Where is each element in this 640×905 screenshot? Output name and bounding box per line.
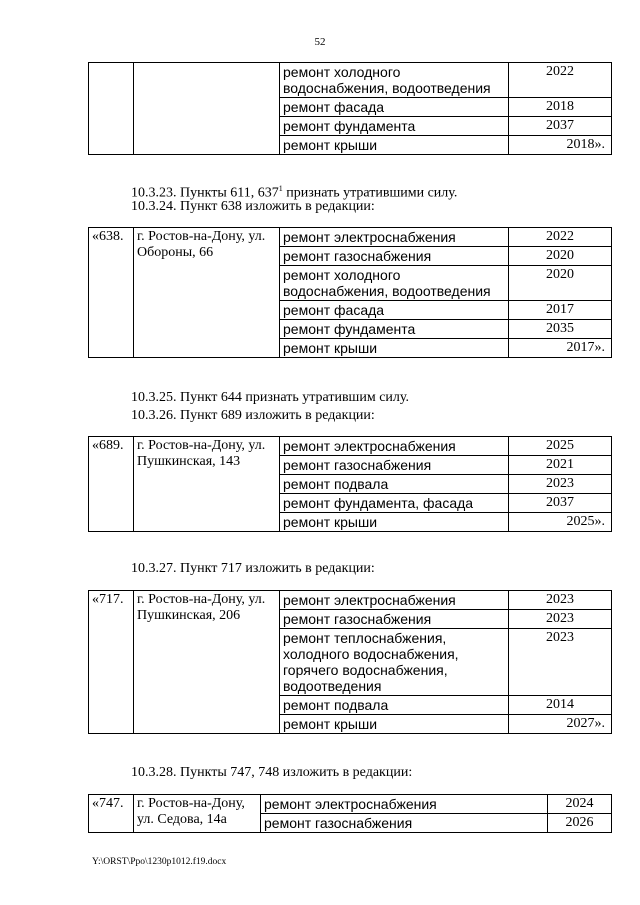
year-cell: 2023 — [509, 591, 612, 610]
year-cell: 2037 — [509, 494, 612, 513]
year-cell: 2014 — [509, 696, 612, 715]
num-cell: «747. — [89, 795, 134, 833]
num-cell: «638. — [89, 228, 134, 358]
work-cell: ремонт фасада — [280, 98, 509, 117]
table-row — [89, 437, 612, 456]
year-cell: 2023 — [509, 475, 612, 494]
work-cell: ремонт газоснабжения — [261, 814, 548, 833]
work-cell: ремонт фундамента — [280, 117, 509, 136]
table-638 — [88, 227, 612, 358]
year-cell: 2025 — [509, 437, 612, 456]
address-cell — [134, 63, 280, 155]
address-cell: г. Ростов-на-Дону, ул. Пушкинская, 206 — [134, 591, 280, 734]
table-row — [89, 63, 612, 98]
table-row — [89, 591, 612, 610]
work-cell: ремонт газоснабжения — [280, 610, 509, 629]
year-cell: 2017 — [509, 301, 612, 320]
work-cell: ремонт холодного водоснабжения, водоотведения — [280, 266, 509, 301]
work-cell: ремонт фундамента — [280, 320, 509, 339]
work-cell: ремонт крыши — [280, 136, 509, 155]
work-cell: ремонт подвала — [280, 475, 509, 494]
year-cell: 2022 — [509, 63, 612, 98]
year-cell: 2023 — [509, 629, 612, 696]
year-cell: 2024 — [548, 795, 612, 814]
work-cell: ремонт электроснабжения — [280, 437, 509, 456]
table-row — [89, 795, 612, 814]
page-number: 52 — [314, 36, 326, 48]
work-cell: ремонт газоснабжения — [280, 456, 509, 475]
work-cell: ремонт крыши — [280, 339, 509, 358]
year-cell: 2023 — [509, 610, 612, 629]
work-cell: ремонт газоснабжения — [280, 247, 509, 266]
paragraph-10-3-27: 10.3.27. Пункт 717 изложить в редакции: — [131, 561, 375, 576]
work-cell: ремонт электроснабжения — [280, 228, 509, 247]
table-747 — [88, 794, 612, 833]
year-cell: 2027». — [509, 715, 612, 734]
work-cell: ремонт электроснабжения — [261, 795, 548, 814]
year-cell: 2037 — [509, 117, 612, 136]
work-cell: ремонт крыши — [280, 513, 509, 532]
paragraph-10-3-24: 10.3.24. Пункт 638 изложить в редакции: — [131, 199, 375, 214]
year-cell: 2020 — [509, 266, 612, 301]
year-cell: 2026 — [548, 814, 612, 833]
work-cell: ремонт подвала — [280, 696, 509, 715]
num-cell — [89, 63, 134, 155]
address-cell: г. Ростов-на-Дону, ул. Пушкинская, 143 — [134, 437, 280, 532]
address-cell: г. Ростов-на-Дону, ул. Обороны, 66 — [134, 228, 280, 358]
work-cell: ремонт теплоснабжения, холодного водоснабжения, горячего водоснабжения, водоотведения — [280, 629, 509, 696]
table-row — [89, 228, 612, 247]
num-cell: «689. — [89, 437, 134, 532]
year-cell: 2022 — [509, 228, 612, 247]
year-cell: 2035 — [509, 320, 612, 339]
work-cell: ремонт электроснабжения — [280, 591, 509, 610]
year-cell: 2025». — [509, 513, 612, 532]
paragraph-10-3-23: 10.3.23. Пункты 611, $637^1$ признать утратившими силу. — [131, 184, 458, 201]
num-cell: «717. — [89, 591, 134, 734]
paragraph-10-3-28: 10.3.28. Пункты 747, 748 изложить в редакции: — [131, 765, 413, 780]
paragraph-10-3-26: 10.3.26. Пункт 689 изложить в редакции: — [131, 408, 375, 423]
work-cell: ремонт крыши — [280, 715, 509, 734]
table-continuation — [88, 62, 612, 155]
work-cell: ремонт фасада — [280, 301, 509, 320]
year-cell: 2017». — [509, 339, 612, 358]
table-689 — [88, 436, 612, 532]
paragraph-10-3-25: 10.3.25. Пункт 644 признать утратившим силу. — [131, 390, 409, 405]
address-cell: г. Ростов-на-Дону, ул. Седова, 14а — [134, 795, 261, 833]
table-717 — [88, 590, 612, 734]
footer-file-path: Y:\ORST\Ppo\1230p1012.f19.docx — [92, 857, 227, 867]
work-cell: ремонт холодного водоснабжения, водоотведения — [280, 63, 509, 98]
year-cell: 2018 — [509, 98, 612, 117]
year-cell: 2021 — [509, 456, 612, 475]
year-cell: 2020 — [509, 247, 612, 266]
year-cell: 2018». — [509, 136, 612, 155]
work-cell: ремонт фундамента, фасада — [280, 494, 509, 513]
